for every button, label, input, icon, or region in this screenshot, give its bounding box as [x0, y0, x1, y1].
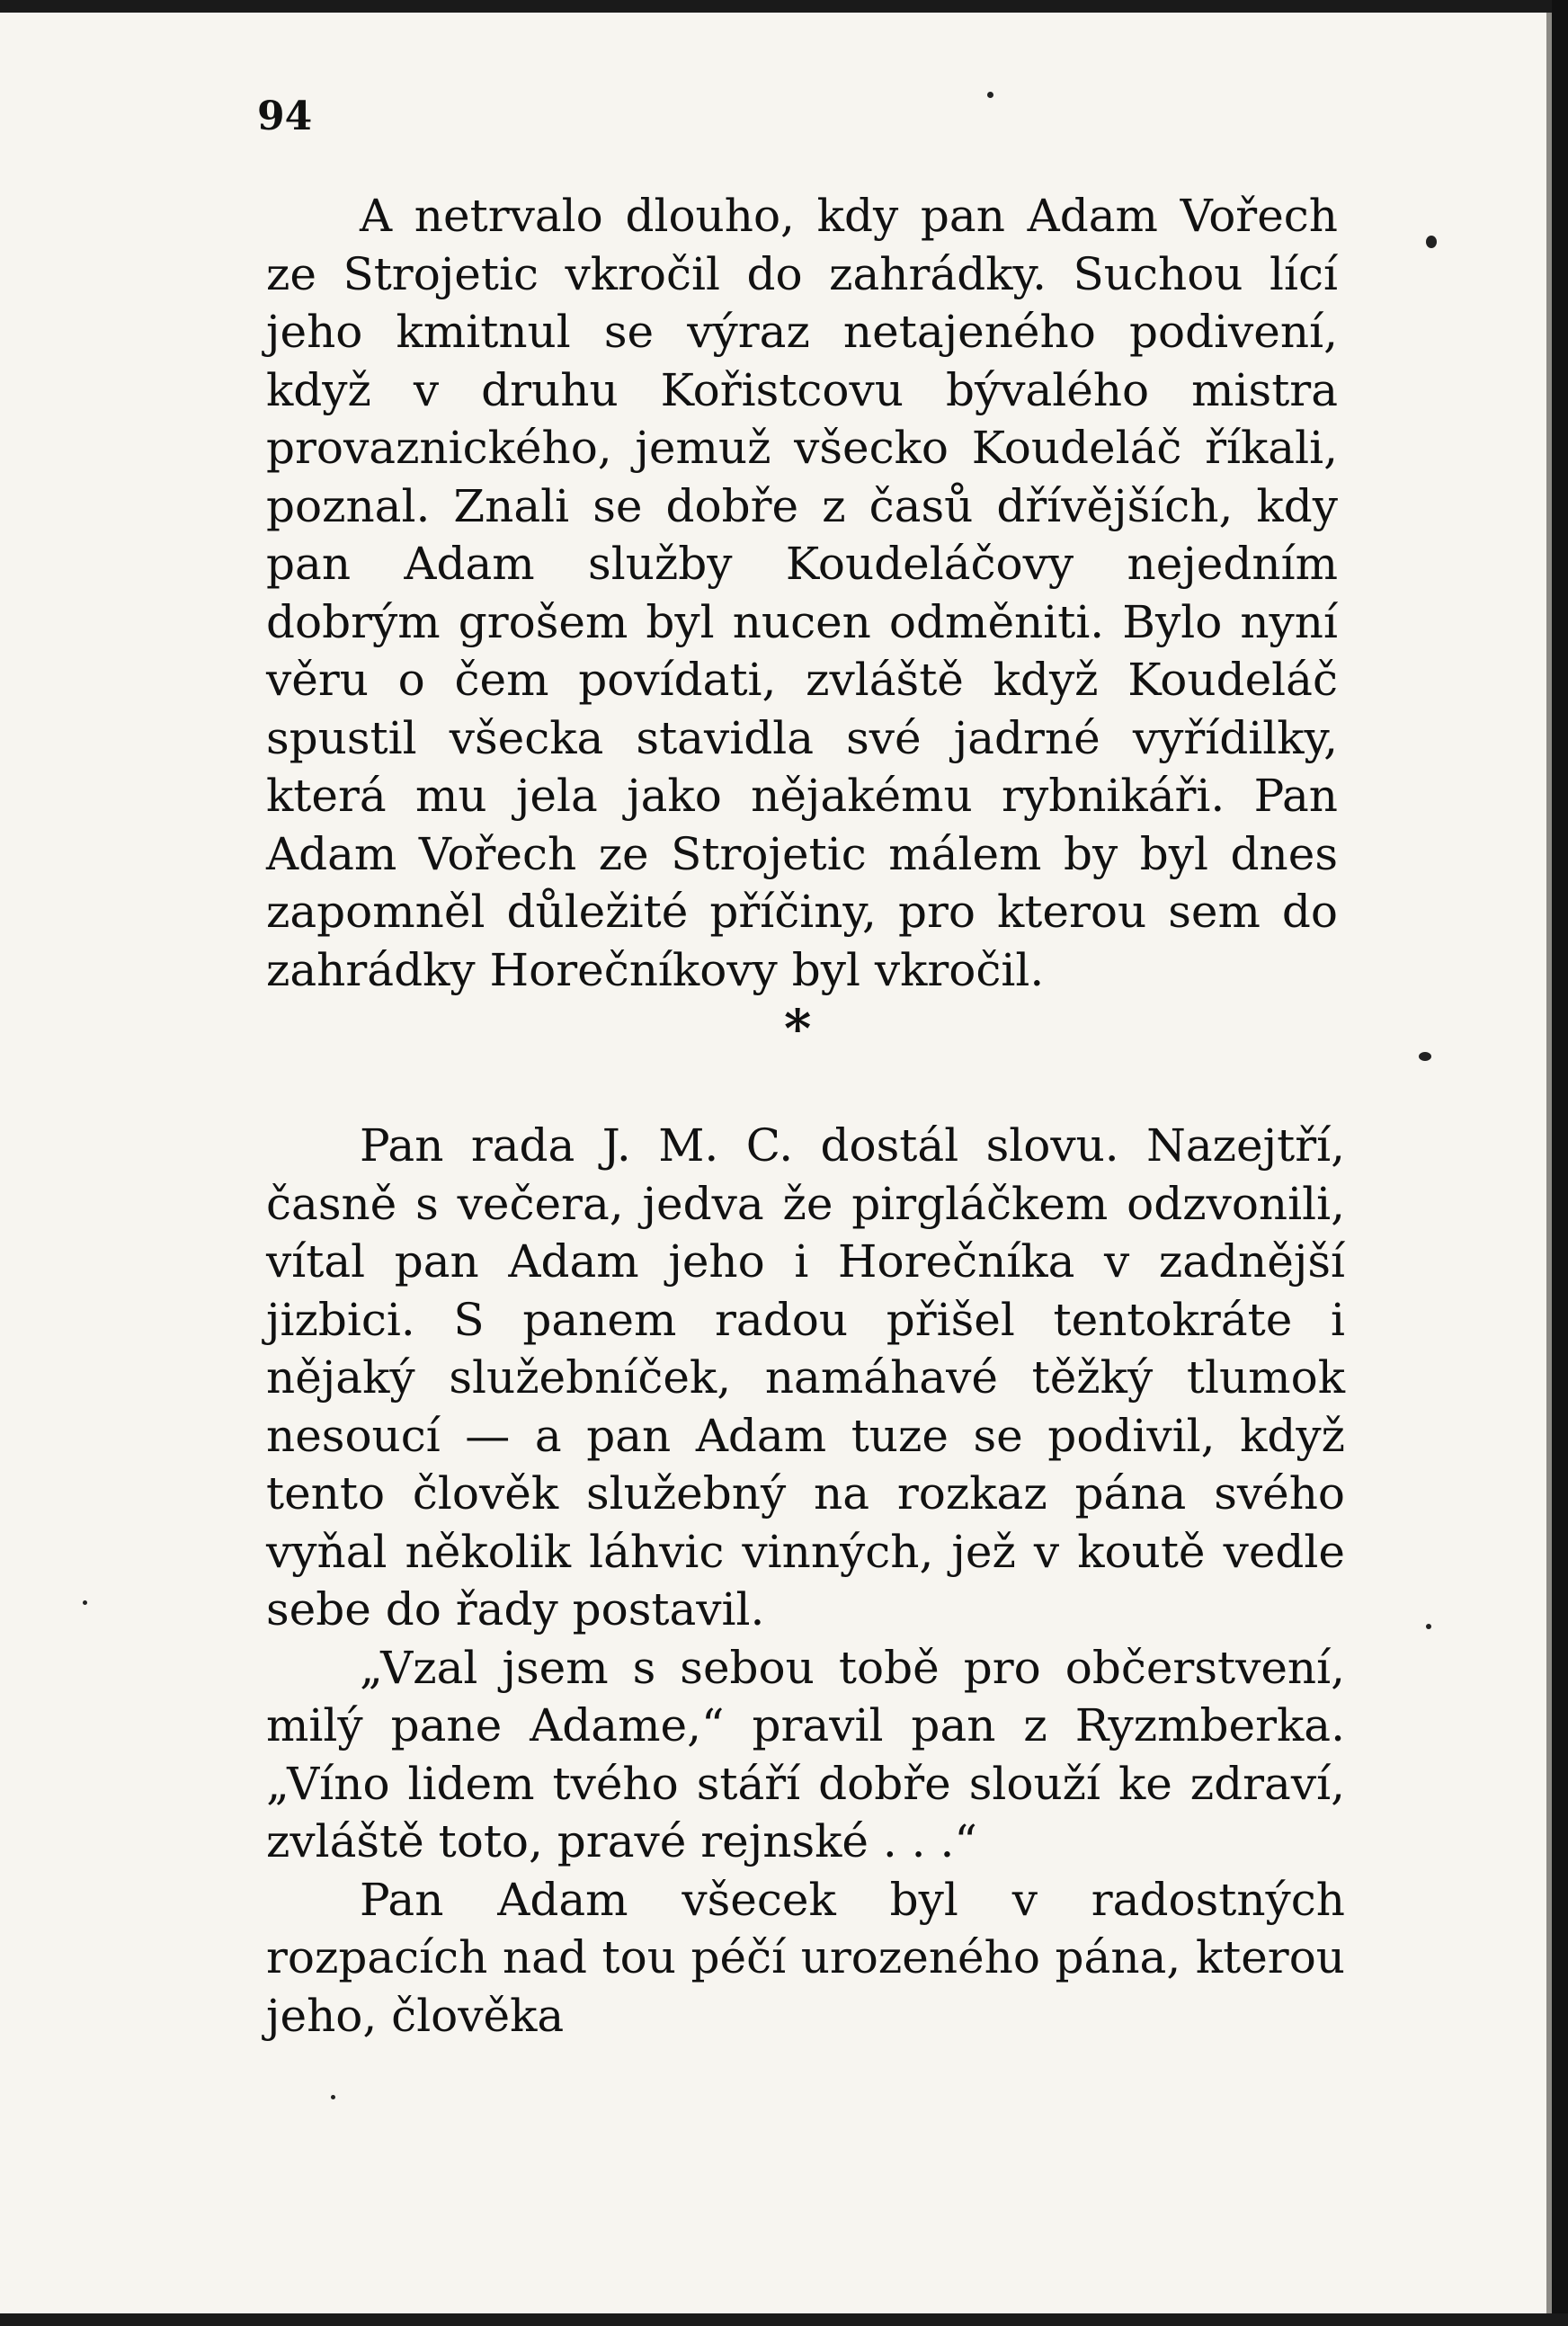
- text-block-top: [266, 187, 1338, 999]
- paragraph: Pan rada J. M. C. dostál slovu. Nazejtří, časně s večera, jedva že pirgláčkem odzvonili, vítal pan Adam jeho i Horečníka v zadnější jizbici. S panem radou přišel tentokráte i nějaký služebníček, namáhavé těžký tlumok nesoucí — a pan Adam tuze se podivil, když tento člověk služebný na rozkaz pána svého vyňal několik láhvic vinných, jež v koutě vedle sebe do řady postavil.: [266, 1119, 1345, 1635]
- scan-speck: [83, 1600, 87, 1605]
- scan-edge-top: [0, 0, 1568, 13]
- text-block-bottom: [266, 1117, 1345, 2045]
- scan-speck: [331, 2095, 335, 2099]
- scan-speck: [1426, 1624, 1431, 1629]
- scan-speck: [1426, 236, 1437, 248]
- scan-edge-bottom: [0, 2313, 1568, 2326]
- scan-edge-right: [1552, 0, 1568, 2326]
- page-number: 94: [257, 94, 313, 139]
- section-separator-asterisk: *: [784, 998, 812, 1059]
- scan-speck: [1419, 1052, 1431, 1061]
- paragraph: A netrvalo dlouho, kdy pan Adam Vořech ze Strojetic vkročil do zahrádky. Suchou lící jeho kmitnul se výraz netajeného podivení, když v druhu Kořistcovu bývalého mistra provaznického, jemuž všecko Koudeláč říkali, poznal. Znali se dobře z časů dřívějších, kdy pan Adam služby Koudeláčovy nejedním dobrým grošem byl nucen odměniti. Bylo nyní věru o čem povídati, zvláště když Koudeláč spustil všecka stavidla své jadrné vyřídilky, která mu jela jako nějakému rybnikáři. Pan Adam Vořech ze Strojetic málem by byl dnes zapomněl důležité příčiny, pro kterou sem do zahrádky Horečníkovy byl vkročil.: [266, 190, 1338, 996]
- paragraph: Pan Adam všecek byl v radostných rozpacích nad tou péčí urozeného pána, kterou jeho, člověka: [266, 1873, 1345, 2042]
- scan-speck: [987, 92, 993, 98]
- paragraph: „Vzal jsem s sebou tobě pro občerstvení, milý pane Adame,“ pravil pan z Ryzmberka. „Víno lidem tvého stáří dobře slouží ke zdraví, zvláště toto, pravé rejnské . . .“: [266, 1641, 1345, 1867]
